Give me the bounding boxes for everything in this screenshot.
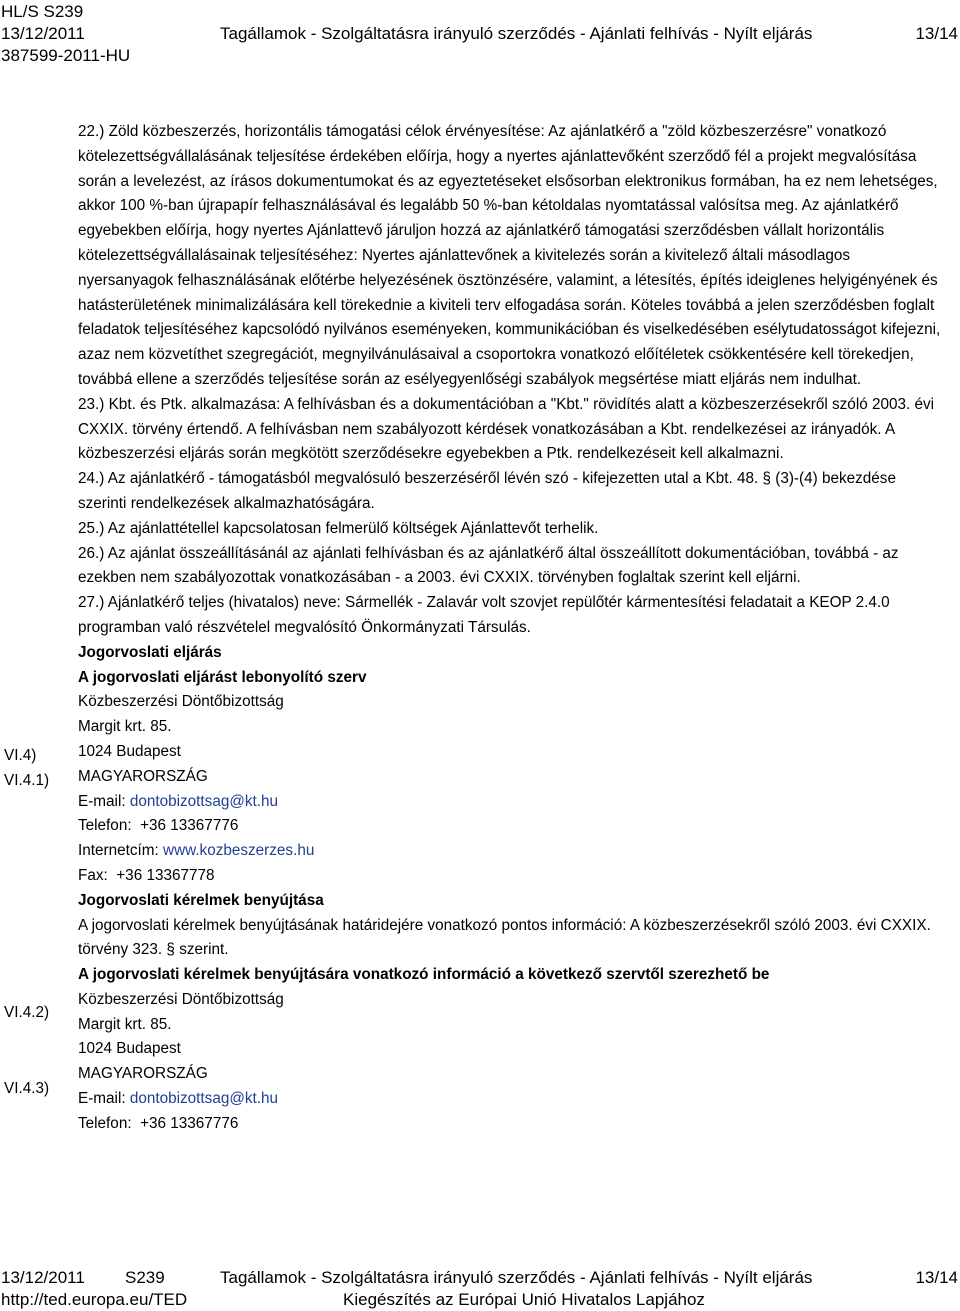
footer-page-number: 13/14 (915, 1268, 958, 1287)
paragraph-26: 26.) Az ajánlat összeállításánál az ajánlati felhívásban és az ajánlatkérő által összeállított dokumentációban, továbbá - az ezekben nem szabályozottak vonatkozásában - a 2003. évi CXXIX. törvényben foglaltak szerint kell eljárni. (78, 544, 899, 587)
page-header (0, 1, 960, 67)
section-title-vi43: A jogorvoslati kérelmek benyújtására vonatkozó információ a következő szervtől szerezhető be (78, 966, 770, 984)
city: 1024 Budapest (78, 742, 181, 760)
paragraph-22: 22.) Zöld közbeszerzés, horizontális támogatási célok érvényesítése: Az ajánlatkérő a "zöld közbeszerzésre" vonatkozó kötelezettségvállalásának teljesítése érdekében előírja, hogy a nyertes ajánlattevőként szerződő fél a projekt megvalósítása során a levelezést, az írásos dokumentumokat és az egyeztetéseket elsősorban elektronikus formában, ha ez nem lehetséges, akkor 100 %-ban újrapapír felhasználásával és legalább 50 %-ban kétoldalas nyomtatással valósítsa meg. Az ajánlatkérő egyebekben előírja, hogy nyertes Ajánlattevő járuljon hozzá az ajánlatkérő támogatási szerződésben vállalt horizontális kötelezettségvállalásainak teljesítéséhez: Nyertes ajánlattevőnek a kivitelezés során a kivitelező általi másodlagos nyersanyagok felhasználásának előtérbe helyezésének ösztönzésére, valamint, a létesítés, építés ideiglenes helyigényének és hatásterületének minimalizálására kell törekednie a kiviteli terv elfogadása során. Köteles továbbá a jelen szerződésben foglalt feladatok teljesítéséhez kapcsolódó nyilvános eseményeken, kommunikációban és viselkedésében esélytudatosságot kifejezni, azaz nem közvetíthet szegregációt, megnyilvánulásaival a csoportokra vonatkozó előítéletek csökkentésére kell törekedjen, továbbá ellene a szerződés teljesítése során az esélyegyenlőségi szabályok megsértése miatt eljárás nem indulhat. (78, 123, 941, 388)
paragraph-24: 24.) Az ajánlatkérő - támogatásból megvalósuló beszerzéséről lévén szó - kifejezetten utal a Kbt. 48. § (3)-(4) bekezdése szerinti rendelkezések alkalmazhatóságára. (78, 470, 896, 512)
paragraph-23: 23.) Kbt. és Ptk. alkalmazása: A felhívásban és a dokumentációban a "Kbt." rövidítés alatt a közbeszerzésekről szóló 2003. évi CXXIX. törvény értendő. A felhívásban nem szabályozott kérdések vonatkozásában a Kbt. rendelkezései az irányadók. A közbeszerzési eljárás során megkötött szerződésekre egyebekben a Ptk. rendelkezéseit kell alkalmazni. (78, 395, 935, 463)
header-title: Tagállamok - Szolgáltatásra irányuló szerződés - Ajánlati felhívás - Nyílt eljárás (220, 24, 813, 43)
page-footer (0, 1267, 960, 1311)
phone-line (78, 1112, 948, 1137)
section-label-vi4: VI.4) (4, 747, 37, 764)
email-label: E-mail: (78, 1090, 126, 1108)
section-label-vi41: VI.4.1) (4, 772, 50, 789)
email-line (78, 790, 948, 815)
web-link[interactable]: www.kozbeszerzes.hu (163, 842, 315, 860)
footer-url[interactable]: http://ted.europa.eu/TED (1, 1290, 188, 1309)
footer-date: 13/12/2011 (1, 1268, 85, 1287)
street-address: Margit krt. 85. (78, 1015, 172, 1033)
footer-series: S239 (125, 1268, 165, 1287)
email-link[interactable]: dontobizottsag@kt.hu (129, 1090, 279, 1108)
email-label: E-mail: (78, 792, 126, 810)
header-notice-id: 387599-2011-HU (1, 46, 131, 65)
paragraph-27: 27.) Ajánlatkérő teljes (hivatalos) neve: Sármellék - Zalavár volt szovjet repülőtér kármentesítési feladatait a KEOP 2.4.0 programban való részvételel megvalósító Önkormányzati Társulás. (78, 594, 890, 636)
phone-value: +36 13367776 (140, 1114, 239, 1132)
section-title-vi4: Jogorvoslati eljárás (78, 643, 222, 661)
phone-label: Telefon: (78, 1114, 132, 1132)
main-content (78, 120, 948, 1137)
section-label-vi42: VI.4.2) (4, 1004, 50, 1021)
email-line (78, 1087, 948, 1112)
section-title-vi42: Jogorvoslati kérelmek benyújtása (78, 891, 324, 909)
header-date: 13/12/2011 (1, 24, 85, 43)
street-address: Margit krt. 85. (78, 718, 172, 736)
fax-line (78, 864, 948, 889)
section-text-vi42: A jogorvoslati kérelmek benyújtásának határidejére vonatkozó pontos információ: A közbeszerzésekről szóló 2003. évi CXXIX. törvény 323. § szerint. (78, 916, 931, 959)
country: MAGYARORSZÁG (78, 1065, 208, 1083)
phone-label: Telefon: (78, 817, 132, 835)
footer-title: Tagállamok - Szolgáltatásra irányuló szerződés - Ajánlati felhívás - Nyílt eljárás (220, 1268, 813, 1287)
section-label-vi43: VI.4.3) (4, 1080, 50, 1097)
fax-label: Fax: (78, 866, 108, 884)
review-body-address (78, 690, 948, 888)
section-title-vi41: A jogorvoslati eljárást lebonyolító szerv (78, 668, 367, 686)
header-code: HL/S S239 (1, 2, 84, 21)
city: 1024 Budapest (78, 1040, 181, 1058)
phone-line (78, 814, 948, 839)
org-name: Közbeszerzési Döntőbizottság (78, 990, 284, 1008)
footer-publication: Kiegészítés az Európai Unió Hivatalos Lapjához (343, 1290, 705, 1309)
country: MAGYARORSZÁG (78, 767, 208, 785)
info-body-address (78, 988, 948, 1137)
paragraph-25: 25.) Az ajánlattétellel kapcsolatosan felmerülő költségek Ajánlattevőt terhelik. (78, 519, 599, 537)
email-link[interactable]: dontobizottsag@kt.hu (129, 792, 279, 810)
web-label: Internetcím: (78, 842, 159, 860)
phone-value: +36 13367776 (140, 817, 239, 835)
web-line (78, 839, 948, 864)
org-name: Közbeszerzési Döntőbizottság (78, 693, 284, 711)
fax-value: +36 13367778 (116, 866, 215, 884)
header-page-number: 13/14 (915, 24, 958, 43)
